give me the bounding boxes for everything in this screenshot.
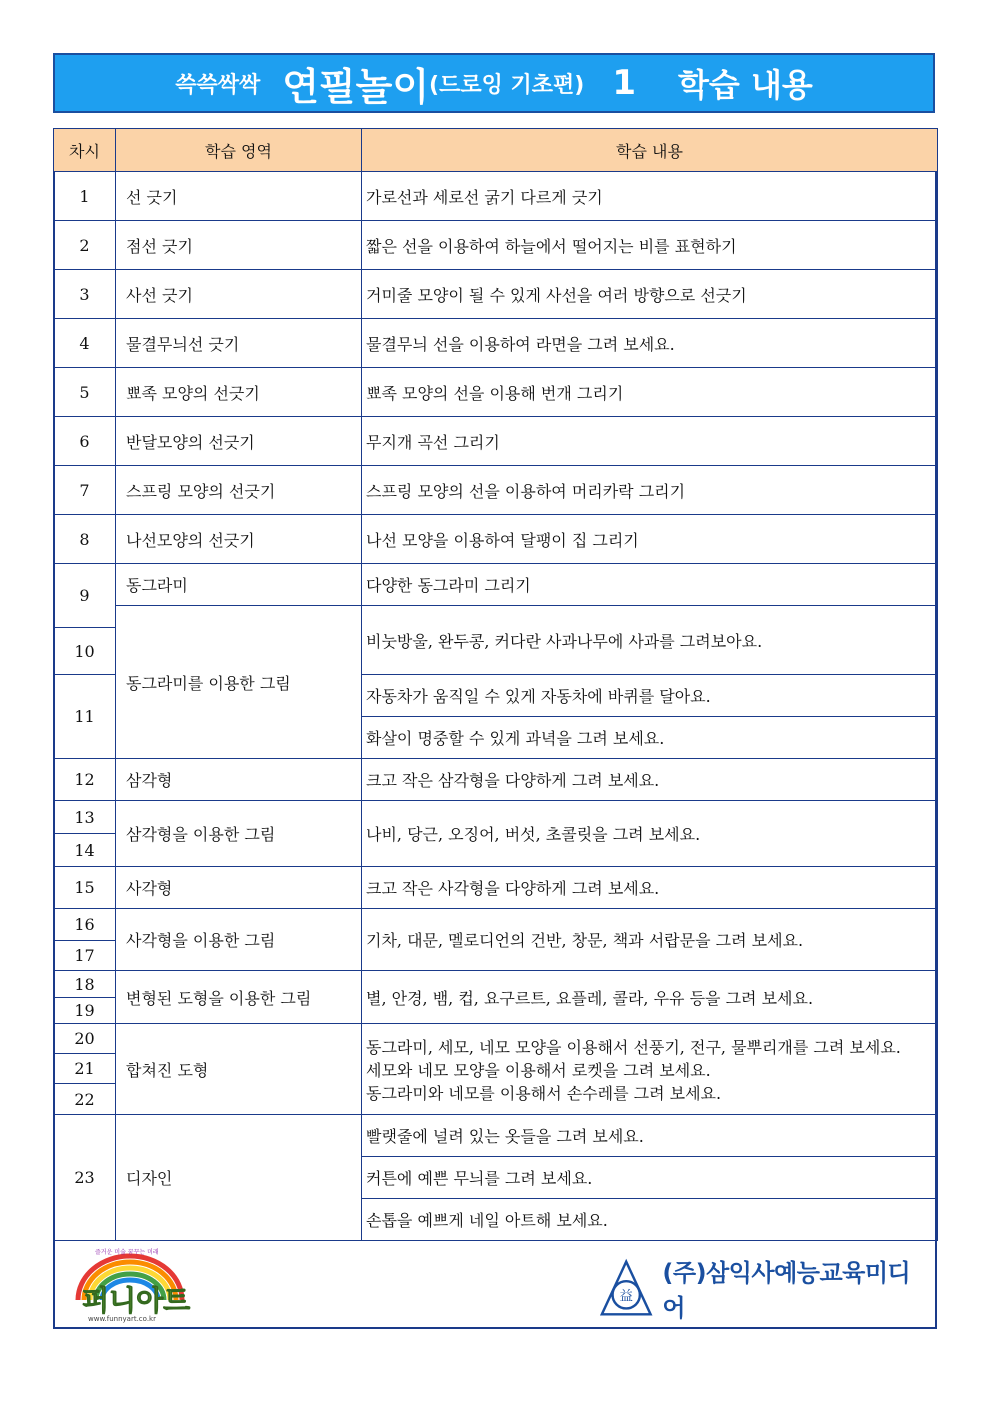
- session-number: 8: [54, 515, 116, 564]
- table-row: [54, 466, 938, 515]
- learning-content-line: 동그라미, 세모, 네모 모양을 이용해서 선풍기, 전구, 물뿌리개를 그려 보세요.: [366, 1037, 901, 1057]
- learning-content: 비눗방울, 완두콩, 커다란 사과나무에 사과를 그려보아요.: [362, 606, 938, 675]
- session-number: 1: [54, 172, 116, 221]
- company-emblem-icon: [596, 1257, 656, 1319]
- learning-area: 물결무늬선 긋기: [116, 319, 362, 368]
- learning-content: 거미줄 모양이 될 수 있게 사선을 여러 방향으로 선긋기: [362, 270, 938, 319]
- learning-content: 커튼에 예쁜 무늬를 그려 보세요.: [362, 1157, 938, 1199]
- learning-area: 점선 긋기: [116, 221, 362, 270]
- table-row: [54, 417, 938, 466]
- banner-part5: 학습 내용: [678, 66, 813, 104]
- learning-area: 합쳐진 도형: [116, 1024, 362, 1115]
- session-number: 18: [54, 971, 116, 998]
- learning-area: 사선 긋기: [116, 270, 362, 319]
- learning-area: 삼각형: [116, 759, 362, 801]
- session-number: 16: [54, 909, 116, 941]
- banner-part3: (드로잉 기초편): [429, 72, 585, 98]
- learning-content: 화살이 명중할 수 있게 과녁을 그려 보세요.: [362, 717, 938, 759]
- session-number: 6: [54, 417, 116, 466]
- learning-area: 동그라미: [116, 564, 362, 606]
- learning-area: 반달모양의 선긋기: [116, 417, 362, 466]
- table-row: [54, 759, 938, 801]
- session-number: 23: [54, 1115, 116, 1241]
- header-session: 차시: [54, 129, 116, 172]
- table-row: [54, 172, 938, 221]
- table-row: [54, 368, 938, 417]
- learning-content: 다양한 동그라미 그리기: [362, 564, 938, 606]
- table-row: [54, 270, 938, 319]
- session-number: 15: [54, 867, 116, 909]
- table-row: [54, 606, 938, 628]
- table-row: [54, 1115, 938, 1157]
- session-number: 2: [54, 221, 116, 270]
- session-number: 3: [54, 270, 116, 319]
- session-number: 19: [54, 998, 116, 1024]
- table-row: [54, 909, 938, 941]
- session-number: 5: [54, 368, 116, 417]
- company-name: (주)삼익사예능교육미디어: [662, 1259, 911, 1322]
- learning-area: 사각형: [116, 867, 362, 909]
- header-content: 학습 내용: [362, 129, 938, 172]
- learning-content-line: 세모와 네모 모양을 이용해서 로켓을 그려 보세요.: [366, 1060, 711, 1080]
- session-number: 9: [54, 564, 116, 628]
- company-brand: [596, 1256, 926, 1320]
- learning-area: 삼각형을 이용한 그림: [116, 801, 362, 867]
- learning-content: 별, 안경, 뱀, 컵, 요구르트, 요플레, 콜라, 우유 등을 그려 보세요.: [362, 971, 938, 1024]
- page-banner: [53, 53, 935, 113]
- learning-area: 사각형을 이용한 그림: [116, 909, 362, 971]
- learning-area: 디자인: [116, 1115, 362, 1241]
- table-row: [54, 564, 938, 606]
- session-number: 22: [54, 1084, 116, 1115]
- emblem-char: 益: [619, 1288, 634, 1305]
- learning-area: 스프링 모양의 선긋기: [116, 466, 362, 515]
- funnyart-logo: [70, 1248, 250, 1323]
- session-number: 21: [54, 1054, 116, 1084]
- learning-content: 짧은 선을 이용하여 하늘에서 떨어지는 비를 표현하기: [362, 221, 938, 270]
- session-number: 10: [54, 628, 116, 675]
- learning-content: 빨랫줄에 널려 있는 옷들을 그려 보세요.: [362, 1115, 938, 1157]
- learning-content: 뾰족 모양의 선을 이용해 번개 그리기: [362, 368, 938, 417]
- header-row: [54, 129, 938, 172]
- learning-content: 스프링 모양의 선을 이용하여 머리카락 그리기: [362, 466, 938, 515]
- learning-content: 크고 작은 사각형을 다양하게 그려 보세요.: [362, 867, 938, 909]
- session-number: 4: [54, 319, 116, 368]
- learning-content: 물결무늬 선을 이용하여 라면을 그려 보세요.: [362, 319, 938, 368]
- table-row: [54, 221, 938, 270]
- learning-area: 선 긋기: [116, 172, 362, 221]
- header-area: 학습 영역: [116, 129, 362, 172]
- table-row: [54, 1024, 938, 1054]
- learning-content: 가로선과 세로선 굵기 다르게 긋기: [362, 172, 938, 221]
- session-number: 12: [54, 759, 116, 801]
- learning-area: 변형된 도형을 이용한 그림: [116, 971, 362, 1024]
- table-row: [54, 515, 938, 564]
- learning-content: 기차, 대문, 멜로디언의 건반, 창문, 책과 서랍문을 그려 보세요.: [362, 909, 938, 971]
- session-number: 14: [54, 834, 116, 867]
- table-row: [54, 867, 938, 909]
- session-number: 20: [54, 1024, 116, 1054]
- logo-url: www.funnyart.co.kr: [88, 1315, 156, 1323]
- banner-part2: 연필놀이: [282, 64, 430, 109]
- table-row: [54, 319, 938, 368]
- table-row: [54, 801, 938, 834]
- logo-text: 퍼니아트: [82, 1284, 191, 1317]
- logo-arc-text: 즐거운 미술 꿈꾸는 미래: [95, 1249, 159, 1256]
- learning-content: 자동차가 움직일 수 있게 자동차에 바퀴를 달아요.: [362, 675, 938, 717]
- learning-content: 나선 모양을 이용하여 달팽이 집 그리기: [362, 515, 938, 564]
- banner-part4: 1: [612, 63, 636, 103]
- session-number: 7: [54, 466, 116, 515]
- learning-content: 손톱을 예쁘게 네일 아트해 보세요.: [362, 1199, 938, 1241]
- learning-content-line: 동그라미와 네모를 이용해서 손수레를 그려 보세요.: [366, 1083, 722, 1103]
- table-row: [54, 971, 938, 998]
- session-number: 11: [54, 675, 116, 759]
- session-number: 17: [54, 941, 116, 971]
- learning-content-multi: [362, 1024, 938, 1115]
- learning-content: 무지개 곡선 그리기: [362, 417, 938, 466]
- learning-content: 나비, 당근, 오징어, 버섯, 초콜릿을 그려 보세요.: [362, 801, 938, 867]
- session-number: 13: [54, 801, 116, 834]
- learning-area: 동그라미를 이용한 그림: [116, 606, 362, 759]
- learning-area: 뾰족 모양의 선긋기: [116, 368, 362, 417]
- curriculum-table: [53, 128, 938, 1241]
- banner-part1: 쓱쓱싹싹: [175, 72, 261, 98]
- learning-area: 나선모양의 선긋기: [116, 515, 362, 564]
- learning-content: 크고 작은 삼각형을 다양하게 그려 보세요.: [362, 759, 938, 801]
